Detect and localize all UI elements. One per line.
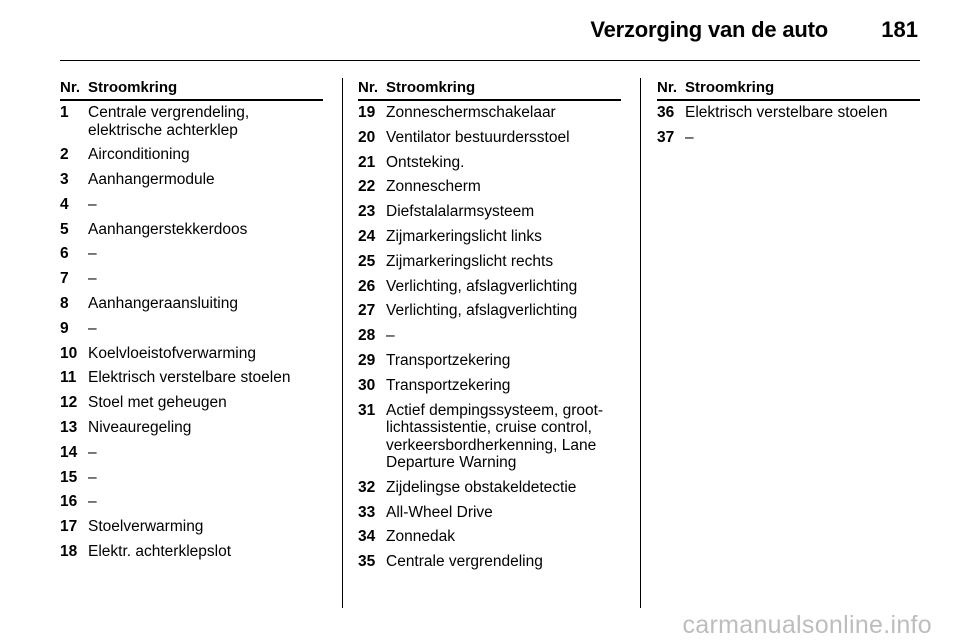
circuit-name: Zonnedak <box>386 528 455 546</box>
circuit-name: Zijmarkeringslicht rechts <box>386 252 554 270</box>
fuse-number: 27 <box>358 302 376 320</box>
fuse-number: 35 <box>358 553 376 571</box>
fuse-number: 21 <box>358 153 376 171</box>
header-stroomkring: Stroomkring <box>386 79 476 96</box>
fuse-number: 24 <box>358 227 376 245</box>
table-row <box>358 402 621 472</box>
table-row <box>60 493 323 511</box>
circuit-name: Centrale vergrendeling <box>386 553 543 571</box>
table-row <box>358 154 621 172</box>
header-stroomkring: Stroomkring <box>88 79 178 96</box>
circuit-name: Koelvloeistofverwarming <box>88 344 256 362</box>
circuit-name: Niveauregeling <box>88 419 192 437</box>
table-row <box>657 129 920 147</box>
fuse-table-column-3 <box>657 78 920 154</box>
table-row <box>358 352 621 370</box>
circuit-name: Elektr. achterklepslot <box>88 543 232 561</box>
fuse-number: 30 <box>358 376 376 394</box>
fuse-number: 36 <box>657 104 675 121</box>
circuit-name: Transportzekering <box>386 351 511 369</box>
fuse-number: 33 <box>358 503 376 521</box>
circuit-name: Elektrisch verstelbare stoelen <box>685 104 888 121</box>
fuse-number: 15 <box>60 468 78 486</box>
table-row <box>358 129 621 147</box>
table-row <box>358 302 621 320</box>
circuit-name: – <box>88 245 97 263</box>
fuse-number: 11 <box>60 369 77 387</box>
circuit-name: Aanhangeraansluiting <box>88 295 238 313</box>
fuse-number: 20 <box>358 128 376 146</box>
circuit-name: Verlichting, afslagverlichting <box>386 277 578 295</box>
table-row <box>358 327 621 345</box>
fuse-number: 5 <box>60 220 69 238</box>
page-number: 181 <box>881 17 918 42</box>
fuse-number: 31 <box>358 401 376 419</box>
circuit-name: Zijdelingse obstakeldetectie <box>386 478 577 496</box>
table-row <box>358 228 621 246</box>
circuit-name: – <box>386 327 395 345</box>
fuse-number: 4 <box>60 195 69 213</box>
circuit-name: Diefstalalarmsysteem <box>386 203 535 221</box>
fuse-table-column-2 <box>358 78 621 578</box>
column-divider <box>342 78 343 608</box>
table-row <box>60 295 323 313</box>
table-row <box>358 178 621 196</box>
circuit-name: Zijmarkeringslicht links <box>386 227 542 245</box>
table-row <box>60 104 323 139</box>
fuse-number: 3 <box>60 171 69 189</box>
header-stroomkring: Stroomkring <box>685 79 775 96</box>
table-row <box>358 278 621 296</box>
table-row <box>60 270 323 288</box>
table-row <box>60 469 323 487</box>
circuit-name: All-Wheel Drive <box>386 503 493 521</box>
fuse-number: 9 <box>60 319 69 337</box>
table-row <box>60 543 323 561</box>
table-row <box>60 171 323 189</box>
fuse-number: 13 <box>60 419 78 437</box>
circuit-name: – <box>88 443 97 461</box>
table-row <box>60 320 323 338</box>
table-row <box>358 528 621 546</box>
table-row <box>358 253 621 271</box>
fuse-number: 14 <box>60 443 78 461</box>
circuit-name: Ontsteking. <box>386 153 465 171</box>
fuse-number: 26 <box>358 277 376 295</box>
circuit-name: Verlichting, afslagverlichting <box>386 302 578 320</box>
circuit-name: Ventilator bestuurdersstoel <box>386 128 570 146</box>
table-row <box>60 196 323 214</box>
table-row <box>60 245 323 263</box>
header-nr: Nr. <box>358 79 379 96</box>
header-nr: Nr. <box>657 79 678 96</box>
column-divider <box>640 78 641 608</box>
circuit-name: Aanhangermodule <box>88 171 215 189</box>
table-row <box>60 444 323 462</box>
fuse-number: 7 <box>60 270 69 288</box>
table-row <box>60 221 323 239</box>
fuse-table-column-1 <box>60 78 323 568</box>
fuse-number: 2 <box>60 146 69 164</box>
page-header <box>60 0 920 61</box>
fuse-number: 25 <box>358 252 376 270</box>
fuse-number: 22 <box>358 178 376 196</box>
fuse-number: 10 <box>60 344 78 362</box>
fuse-number: 37 <box>657 128 675 146</box>
fuse-number: 32 <box>358 478 376 496</box>
circuit-name: – <box>88 270 97 288</box>
watermark: carmanualsonline.info <box>682 611 932 639</box>
page-title: Verzorging van de auto <box>590 17 828 42</box>
table-row <box>657 104 920 122</box>
fuse-number: 34 <box>358 528 376 546</box>
circuit-name: Centrale vergrendeling, elektrische achterklep <box>88 104 250 139</box>
table-body <box>657 101 920 146</box>
table-row <box>358 479 621 497</box>
fuse-number: 29 <box>358 351 376 369</box>
fuse-number: 8 <box>60 295 69 313</box>
table-body <box>60 101 323 561</box>
circuit-name: Aanhangerstekkerdoos <box>88 220 248 238</box>
table-header <box>657 78 920 101</box>
table-row <box>358 504 621 522</box>
fuse-number: 19 <box>358 104 376 121</box>
fuse-number: 6 <box>60 245 69 263</box>
table-row <box>60 518 323 536</box>
fuse-number: 28 <box>358 327 376 345</box>
header-nr: Nr. <box>60 79 81 96</box>
fuse-number: 17 <box>60 518 78 536</box>
circuit-name: Airconditioning <box>88 146 190 164</box>
circuit-name: – <box>88 195 97 213</box>
table-row <box>358 104 621 122</box>
circuit-name: Transportzekering <box>386 376 511 394</box>
table-row <box>358 553 621 571</box>
table-header <box>60 78 323 101</box>
table-row <box>358 377 621 395</box>
fuse-number: 18 <box>60 543 78 561</box>
table-row <box>60 369 323 387</box>
table-header <box>358 78 621 101</box>
table-row <box>60 345 323 363</box>
table-row <box>358 203 621 221</box>
circuit-name: Zonnescherm <box>386 178 481 196</box>
fuse-number: 1 <box>60 104 69 121</box>
circuit-name: Stoel met geheugen <box>88 394 227 412</box>
circuit-name: – <box>88 468 97 486</box>
circuit-name: Zonneschermschakelaar <box>386 104 556 121</box>
circuit-name: – <box>685 128 694 146</box>
table-row <box>60 146 323 164</box>
circuit-name: – <box>88 493 97 511</box>
circuit-name: Elektrisch verstelbare stoelen <box>88 369 291 387</box>
fuse-number: 16 <box>60 493 78 511</box>
circuit-name: Actief dempingssysteem, groot-lichtassistentie, cruise control, verkeersbordherkenning, Lane Departure Warning <box>386 401 604 472</box>
circuit-name: – <box>88 319 97 337</box>
fuse-number: 23 <box>358 203 376 221</box>
fuse-number: 12 <box>60 394 78 412</box>
table-body <box>358 101 621 571</box>
table-row <box>60 394 323 412</box>
table-row <box>60 419 323 437</box>
circuit-name: Stoelverwarming <box>88 518 204 536</box>
